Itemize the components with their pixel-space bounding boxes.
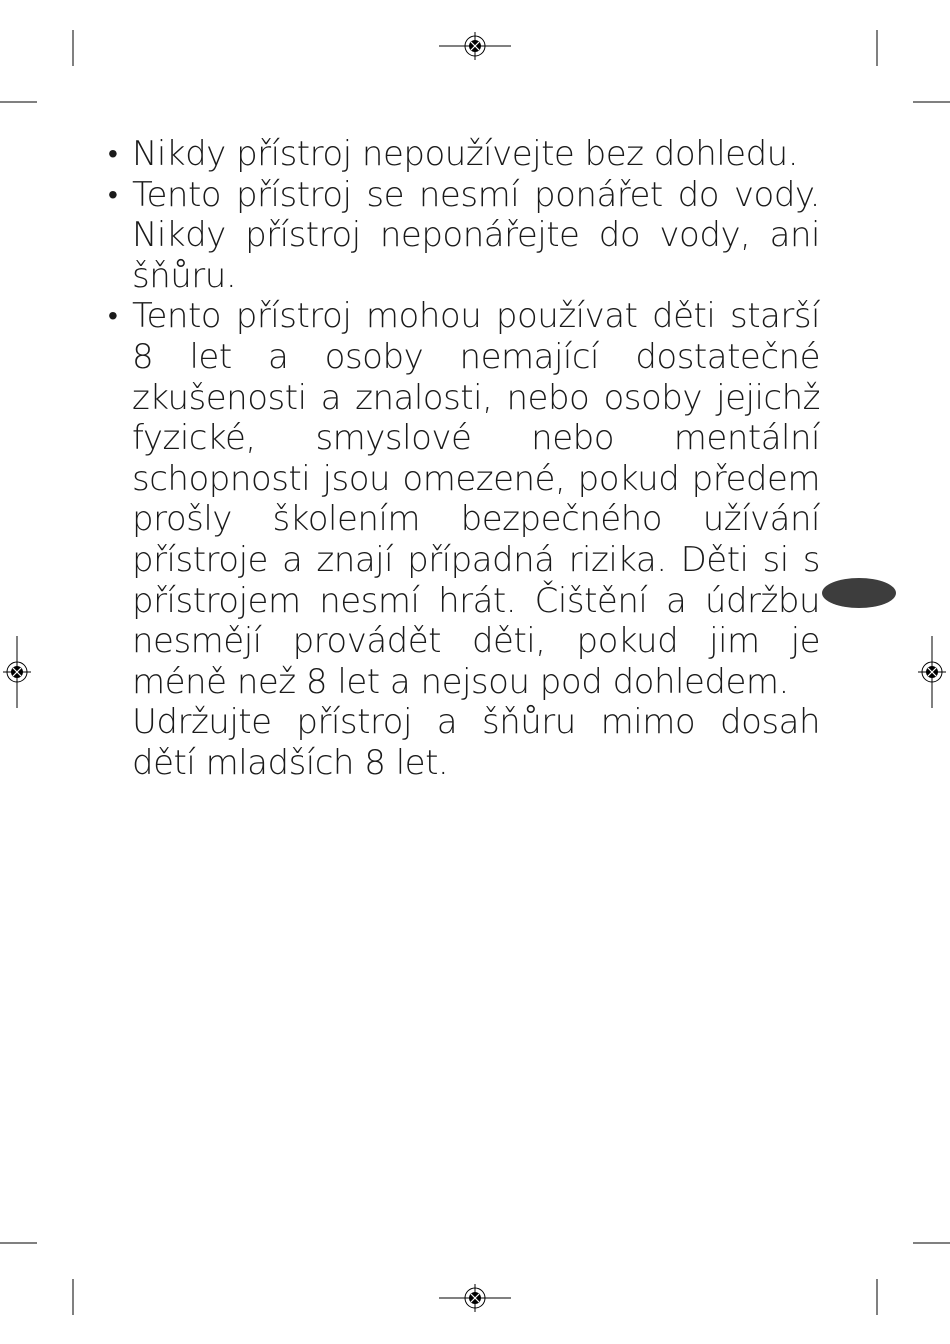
bullet: •	[108, 137, 118, 170]
list-item	[104, 134, 820, 175]
list-item-text: Udržujte přístroj a šňůru mimo dosah dětí mladších 8 let.	[132, 702, 820, 783]
crosshair-registration-icon	[439, 32, 511, 60]
crosshair-registration-icon	[3, 636, 31, 708]
bullet: •	[108, 177, 118, 211]
bullet: •	[108, 299, 118, 333]
list-item-text: Nikdy přístroj nepoužívejte bez dohledu.	[132, 134, 799, 174]
list-item-text: Tento přístroj mohou používat děti starší 8 let a osoby nemající dostatečné zkušenosti a znalosti, nebo osoby jejichž fyzické, smyslové nebo mentální schopnosti jsou omezené, pokud předem prošly školením bezpečného užívání přístroje a znají případná rizika. Děti si s přístrojem nesmí hrát. Čištění a údržbu nesmějí provádět děti, pokud jim je méně než 8 let a nejsou pod dohledem.	[132, 296, 820, 702]
safety-instructions	[104, 134, 820, 784]
crosshair-registration-icon	[918, 636, 946, 708]
list-item-text: Tento přístroj se nesmí ponářet do vody. Nikdy přístroj neponářejte do vody, ani šňůru.	[132, 174, 820, 296]
language-tab-marker	[822, 578, 896, 608]
crosshair-registration-icon	[439, 1284, 511, 1312]
list-item	[104, 175, 820, 297]
list-item	[104, 296, 820, 783]
